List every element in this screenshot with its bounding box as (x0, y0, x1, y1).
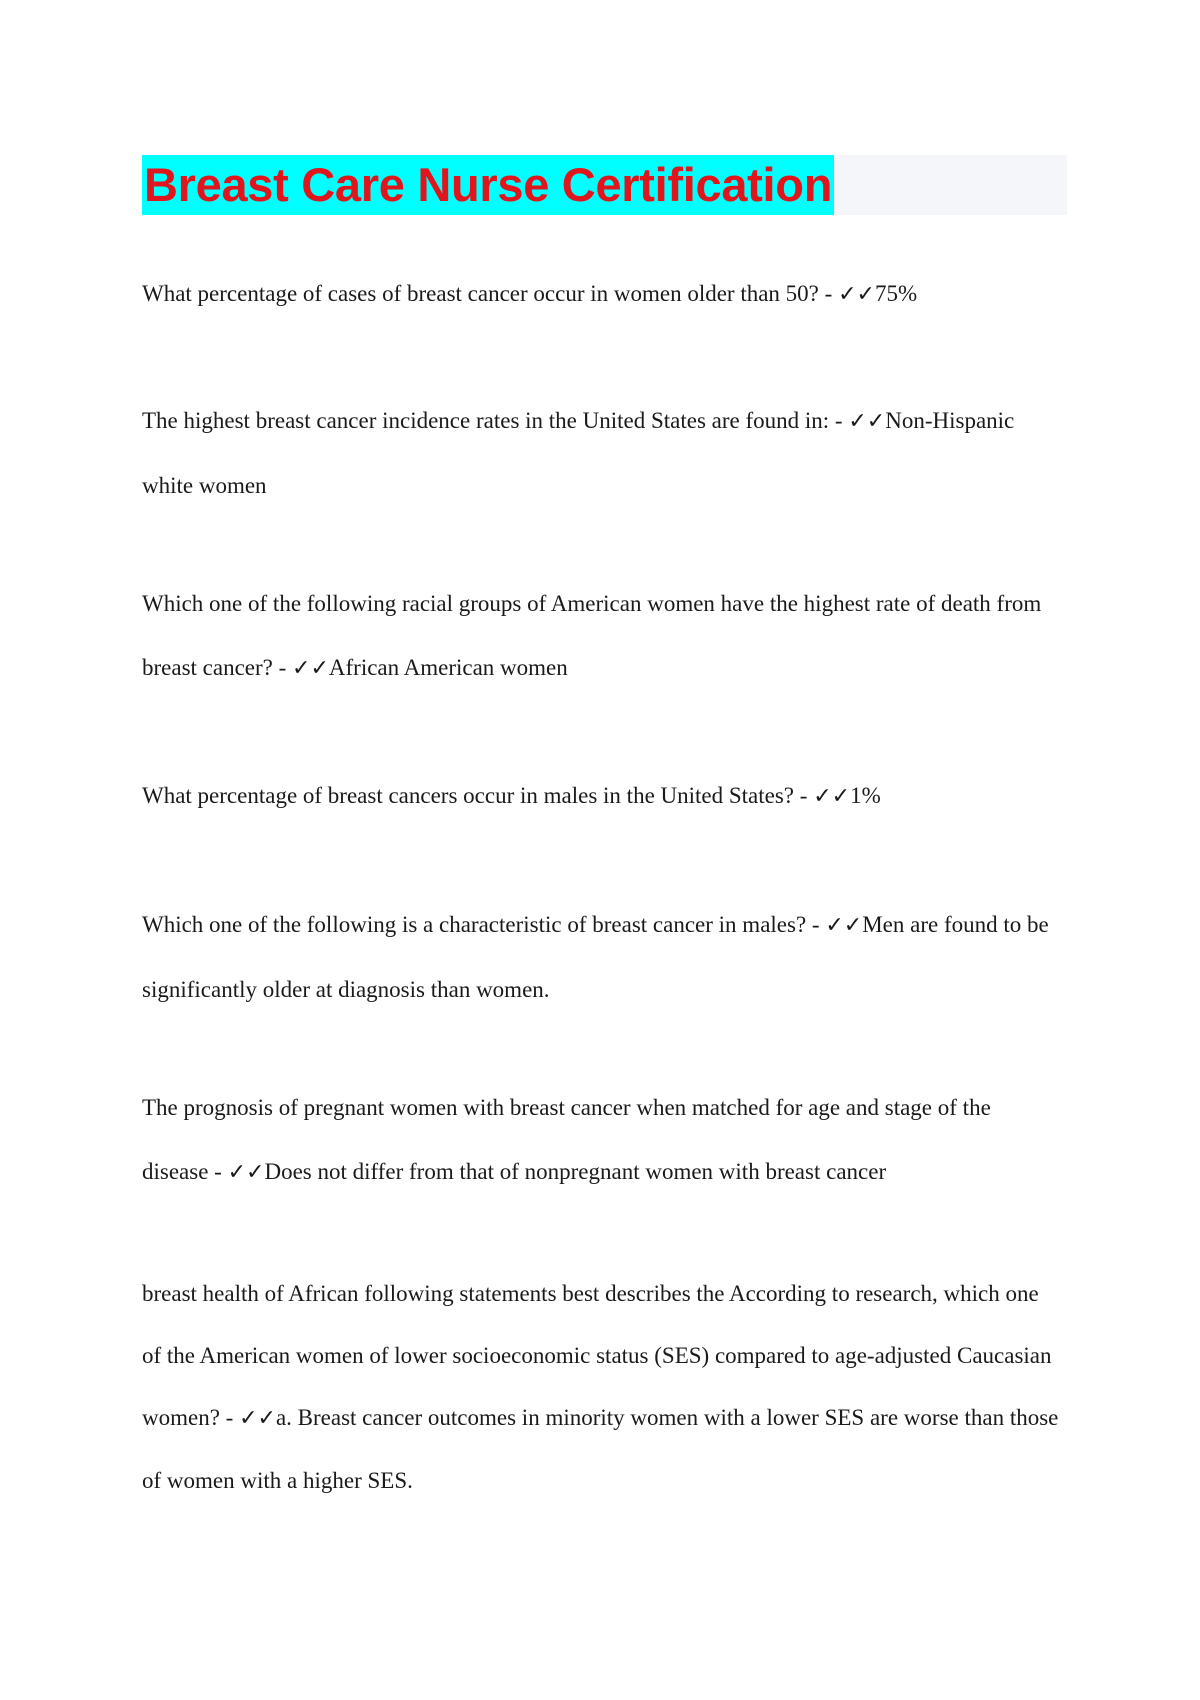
question-text: Which one of the following is a characteristic of breast cancer in males? - (142, 912, 826, 937)
double-check-icon: ✓✓ (292, 656, 329, 681)
double-check-icon: ✓✓ (848, 409, 886, 434)
answer-text: Non-Hispanic white women (142, 408, 1015, 498)
question-text: What percentage of cases of breast cancer occur in women older than 50? - (142, 281, 839, 306)
qa-item-7 (142, 1263, 1062, 1512)
answer-text: a. Breast cancer outcomes in minority women with a lower SES are worse than those of women with a higher SES. (142, 1405, 1059, 1493)
question-text: Which one of the following racial groups of American women have the highest rate of death from breast cancer? - (142, 591, 1042, 680)
double-check-icon: ✓✓ (227, 1160, 265, 1185)
answer-text: 1% (850, 783, 881, 808)
qa-item-2 (142, 389, 1062, 518)
question-text: What percentage of breast cancers occur in males in the United States? - (142, 783, 814, 808)
qa-item-5 (142, 893, 1062, 1022)
question-text: The highest breast cancer incidence rates in the United States are found in: - (142, 408, 849, 433)
double-check-icon: ✓✓ (825, 913, 863, 938)
double-check-icon: ✓✓ (813, 784, 851, 809)
double-check-icon: ✓✓ (239, 1406, 276, 1431)
qa-item-1 (142, 262, 1062, 327)
answer-text: African American women (328, 655, 568, 680)
question-text: breast health of African following statements best describes the According to research, which one of the American women of lower socioeconomic status (SES) compared to age-adjusted Caucasian women? - (142, 1281, 1052, 1430)
double-check-icon: ✓✓ (838, 282, 875, 307)
qa-item-6 (142, 1076, 1062, 1205)
qa-item-4 (142, 764, 1062, 829)
answer-text: Does not differ from that of nonpregnant women with breast cancer (264, 1159, 887, 1184)
answer-text: Men are found to be significantly older at diagnosis than women. (142, 912, 1049, 1002)
qa-item-3 (142, 572, 1062, 701)
question-text: The prognosis of pregnant women with breast cancer when matched for age and stage of the disease - (142, 1095, 991, 1184)
document-title: Breast Care Nurse Certification (142, 155, 834, 215)
answer-text: 75% (874, 281, 918, 306)
title-banner (142, 155, 1067, 215)
